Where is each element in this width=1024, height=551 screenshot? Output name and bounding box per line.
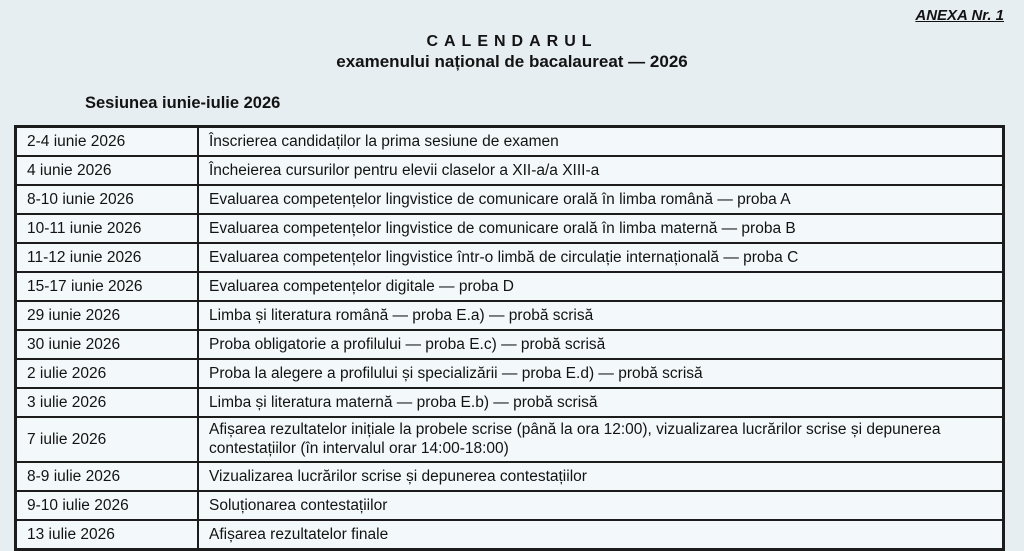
date-cell: 2 iulie 2026	[16, 359, 199, 388]
date-cell: 8-10 iunie 2026	[16, 185, 199, 214]
session-heading: Sesiunea iunie-iulie 2026	[85, 94, 281, 112]
event-cell: Evaluarea competențelor digitale — proba D	[198, 272, 1004, 301]
date-cell: 11-12 iunie 2026	[16, 243, 199, 272]
date-cell: 30 iunie 2026	[16, 330, 199, 359]
table-row	[16, 301, 1004, 330]
date-cell: 9-10 iulie 2026	[16, 491, 199, 520]
date-cell: 15-17 iunie 2026	[16, 272, 199, 301]
annex-label-text: ANEXA Nr. 1	[915, 7, 1004, 24]
document-subtitle: examenului național de bacalaureat — 2026	[336, 52, 688, 71]
table-row	[16, 462, 1004, 491]
event-cell: Înscrierea candidaților la prima sesiune de examen	[198, 127, 1004, 157]
event-cell: Proba obligatorie a profilului — proba E.c) — probă scrisă	[198, 330, 1004, 359]
event-cell: Vizualizarea lucrărilor scrise și depunerea contestațiilor	[198, 462, 1004, 491]
table-row	[16, 243, 1004, 272]
date-cell: 8-9 iulie 2026	[16, 462, 199, 491]
date-cell: 4 iunie 2026	[16, 156, 199, 185]
event-cell: Evaluarea competențelor lingvistice într-o limbă de circulație internațională — proba C	[198, 243, 1004, 272]
date-cell: 2-4 iunie 2026	[16, 127, 199, 157]
table-row	[16, 214, 1004, 243]
event-cell: Afișarea rezultatelor inițiale la probele scrise (până la ora 12:00), vizualizarea lucrărilor scrise și depunerea contestațiilor (în intervalul orar 14:00-18:00)	[198, 417, 1004, 462]
table-row	[16, 417, 1004, 462]
table-row	[16, 156, 1004, 185]
table-row	[16, 491, 1004, 520]
table-row	[16, 388, 1004, 417]
calendar-table-body	[16, 127, 1004, 550]
event-cell: Încheierea cursurilor pentru elevii claselor a XII-a/a XIII-a	[198, 156, 1004, 185]
annex-label	[0, 0, 1024, 24]
event-cell: Limba și literatura română — proba E.a) — probă scrisă	[198, 301, 1004, 330]
event-cell: Afișarea rezultatelor finale	[198, 520, 1004, 550]
event-cell: Evaluarea competențelor lingvistice de comunicare orală în limba română — proba A	[198, 185, 1004, 214]
event-cell: Soluționarea contestațiilor	[198, 491, 1004, 520]
date-cell: 13 iulie 2026	[16, 520, 199, 550]
table-row	[16, 520, 1004, 550]
table-row	[16, 185, 1004, 214]
date-cell: 3 iulie 2026	[16, 388, 199, 417]
table-row	[16, 330, 1004, 359]
event-cell: Limba și literatura maternă — proba E.b) — probă scrisă	[198, 388, 1004, 417]
date-cell: 29 iunie 2026	[16, 301, 199, 330]
document-title: CALENDARUL	[426, 33, 598, 50]
table-row	[16, 359, 1004, 388]
event-cell: Proba la alegere a profilului și specializării — proba E.d) — probă scrisă	[198, 359, 1004, 388]
date-cell: 10-11 iunie 2026	[16, 214, 199, 243]
table-row	[16, 272, 1004, 301]
date-cell: 7 iulie 2026	[16, 417, 199, 462]
table-row	[16, 127, 1004, 157]
exam-calendar-table	[14, 125, 1005, 551]
event-cell: Evaluarea competențelor lingvistice de comunicare orală în limba maternă — proba B	[198, 214, 1004, 243]
